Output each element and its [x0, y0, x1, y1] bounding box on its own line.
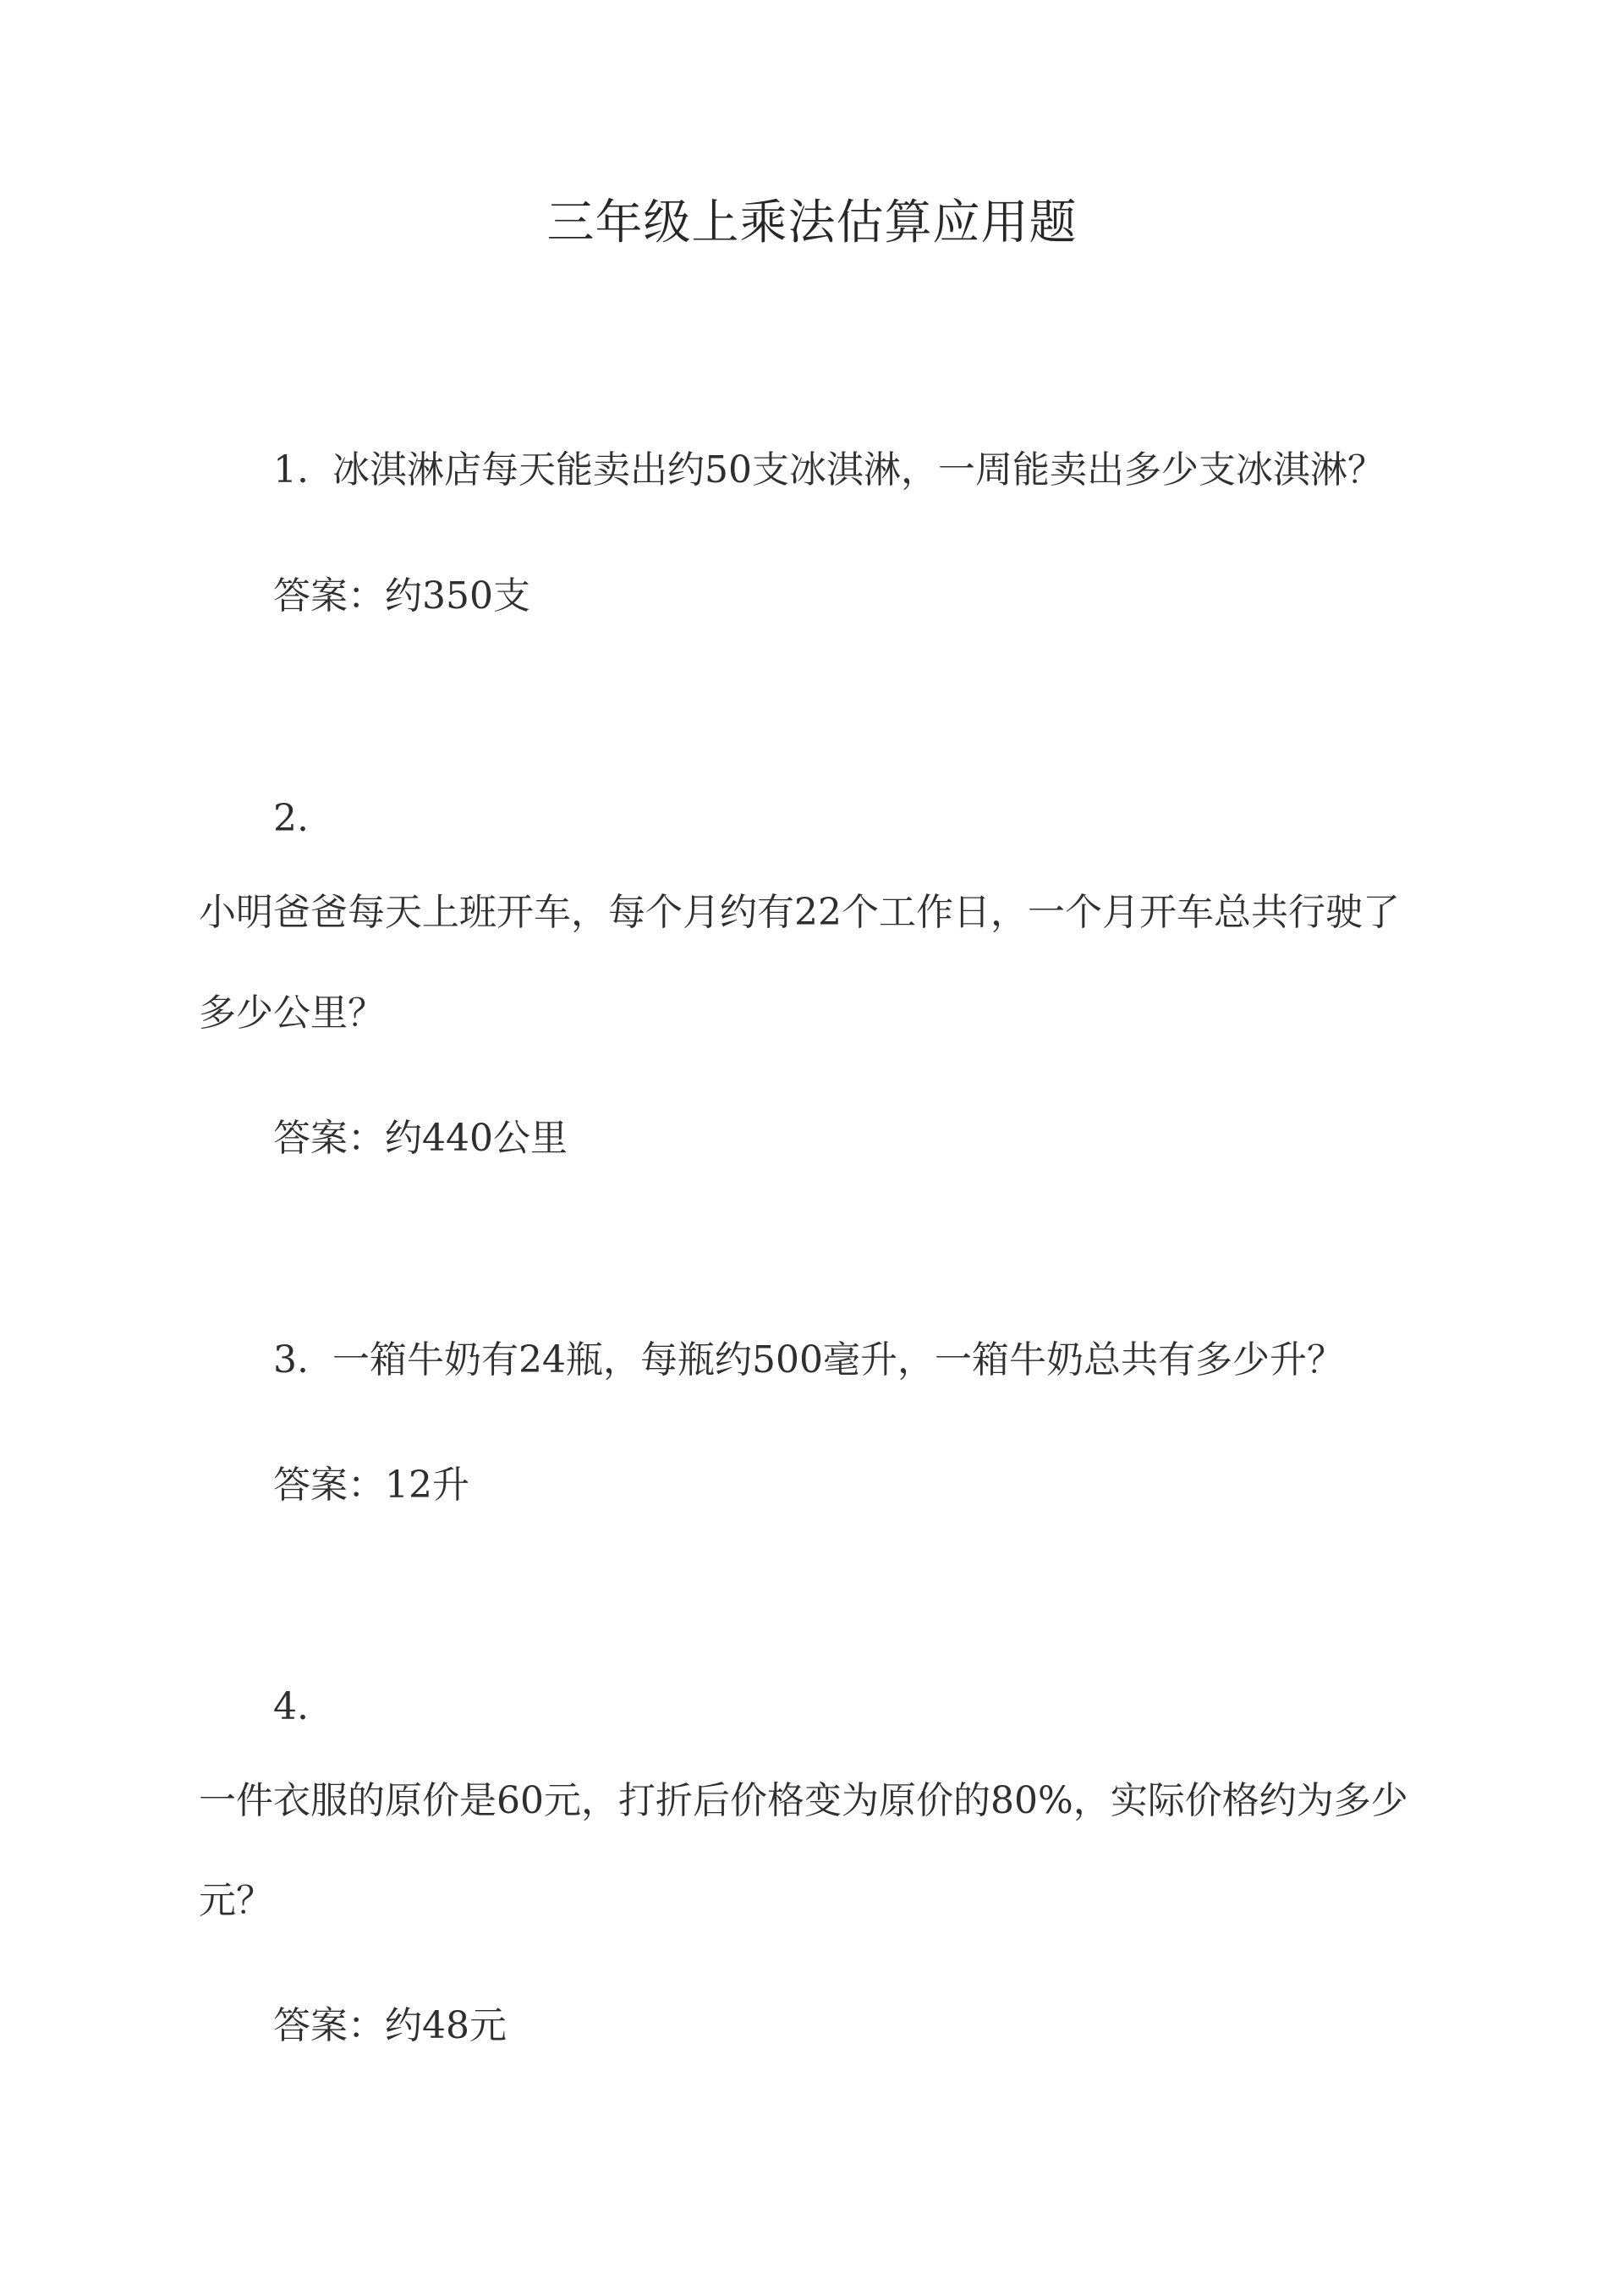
answer-1: 答案：约350支: [273, 574, 530, 618]
question-4-number: 4.: [273, 1685, 309, 1728]
answer-3: 答案：12升: [273, 1464, 469, 1507]
answer-2: 答案：约440公里: [273, 1117, 568, 1160]
question-4-text-line-2: 元？: [199, 1879, 273, 1922]
question-2-text-line-1: 小明爸爸每天上班开车，每个月约有22个工作日，一个月开车总共行驶了: [199, 891, 1400, 934]
question-2-number: 2.: [273, 797, 309, 840]
question-number: 3.: [273, 1338, 309, 1381]
question-text: 一箱牛奶有24瓶，每瓶约500毫升，一箱牛奶总共有多少升？: [332, 1338, 1344, 1381]
question-number: 1.: [273, 448, 309, 492]
question-4-text-line-1: 一件衣服的原价是60元，打折后价格变为原价的80%，实际价格约为多少: [199, 1779, 1408, 1822]
answer-4: 答案：约48元: [273, 2004, 507, 2047]
question-text: 冰淇淋店每天能卖出约50支冰淇淋，一周能卖出多少支冰淇淋？: [332, 448, 1385, 492]
question-2-text-line-2: 多少公里？: [199, 991, 385, 1035]
page-title: 三年级上乘法估算应用题: [546, 195, 1078, 250]
question-3: [273, 1337, 1344, 1384]
question-1: [273, 447, 1385, 494]
